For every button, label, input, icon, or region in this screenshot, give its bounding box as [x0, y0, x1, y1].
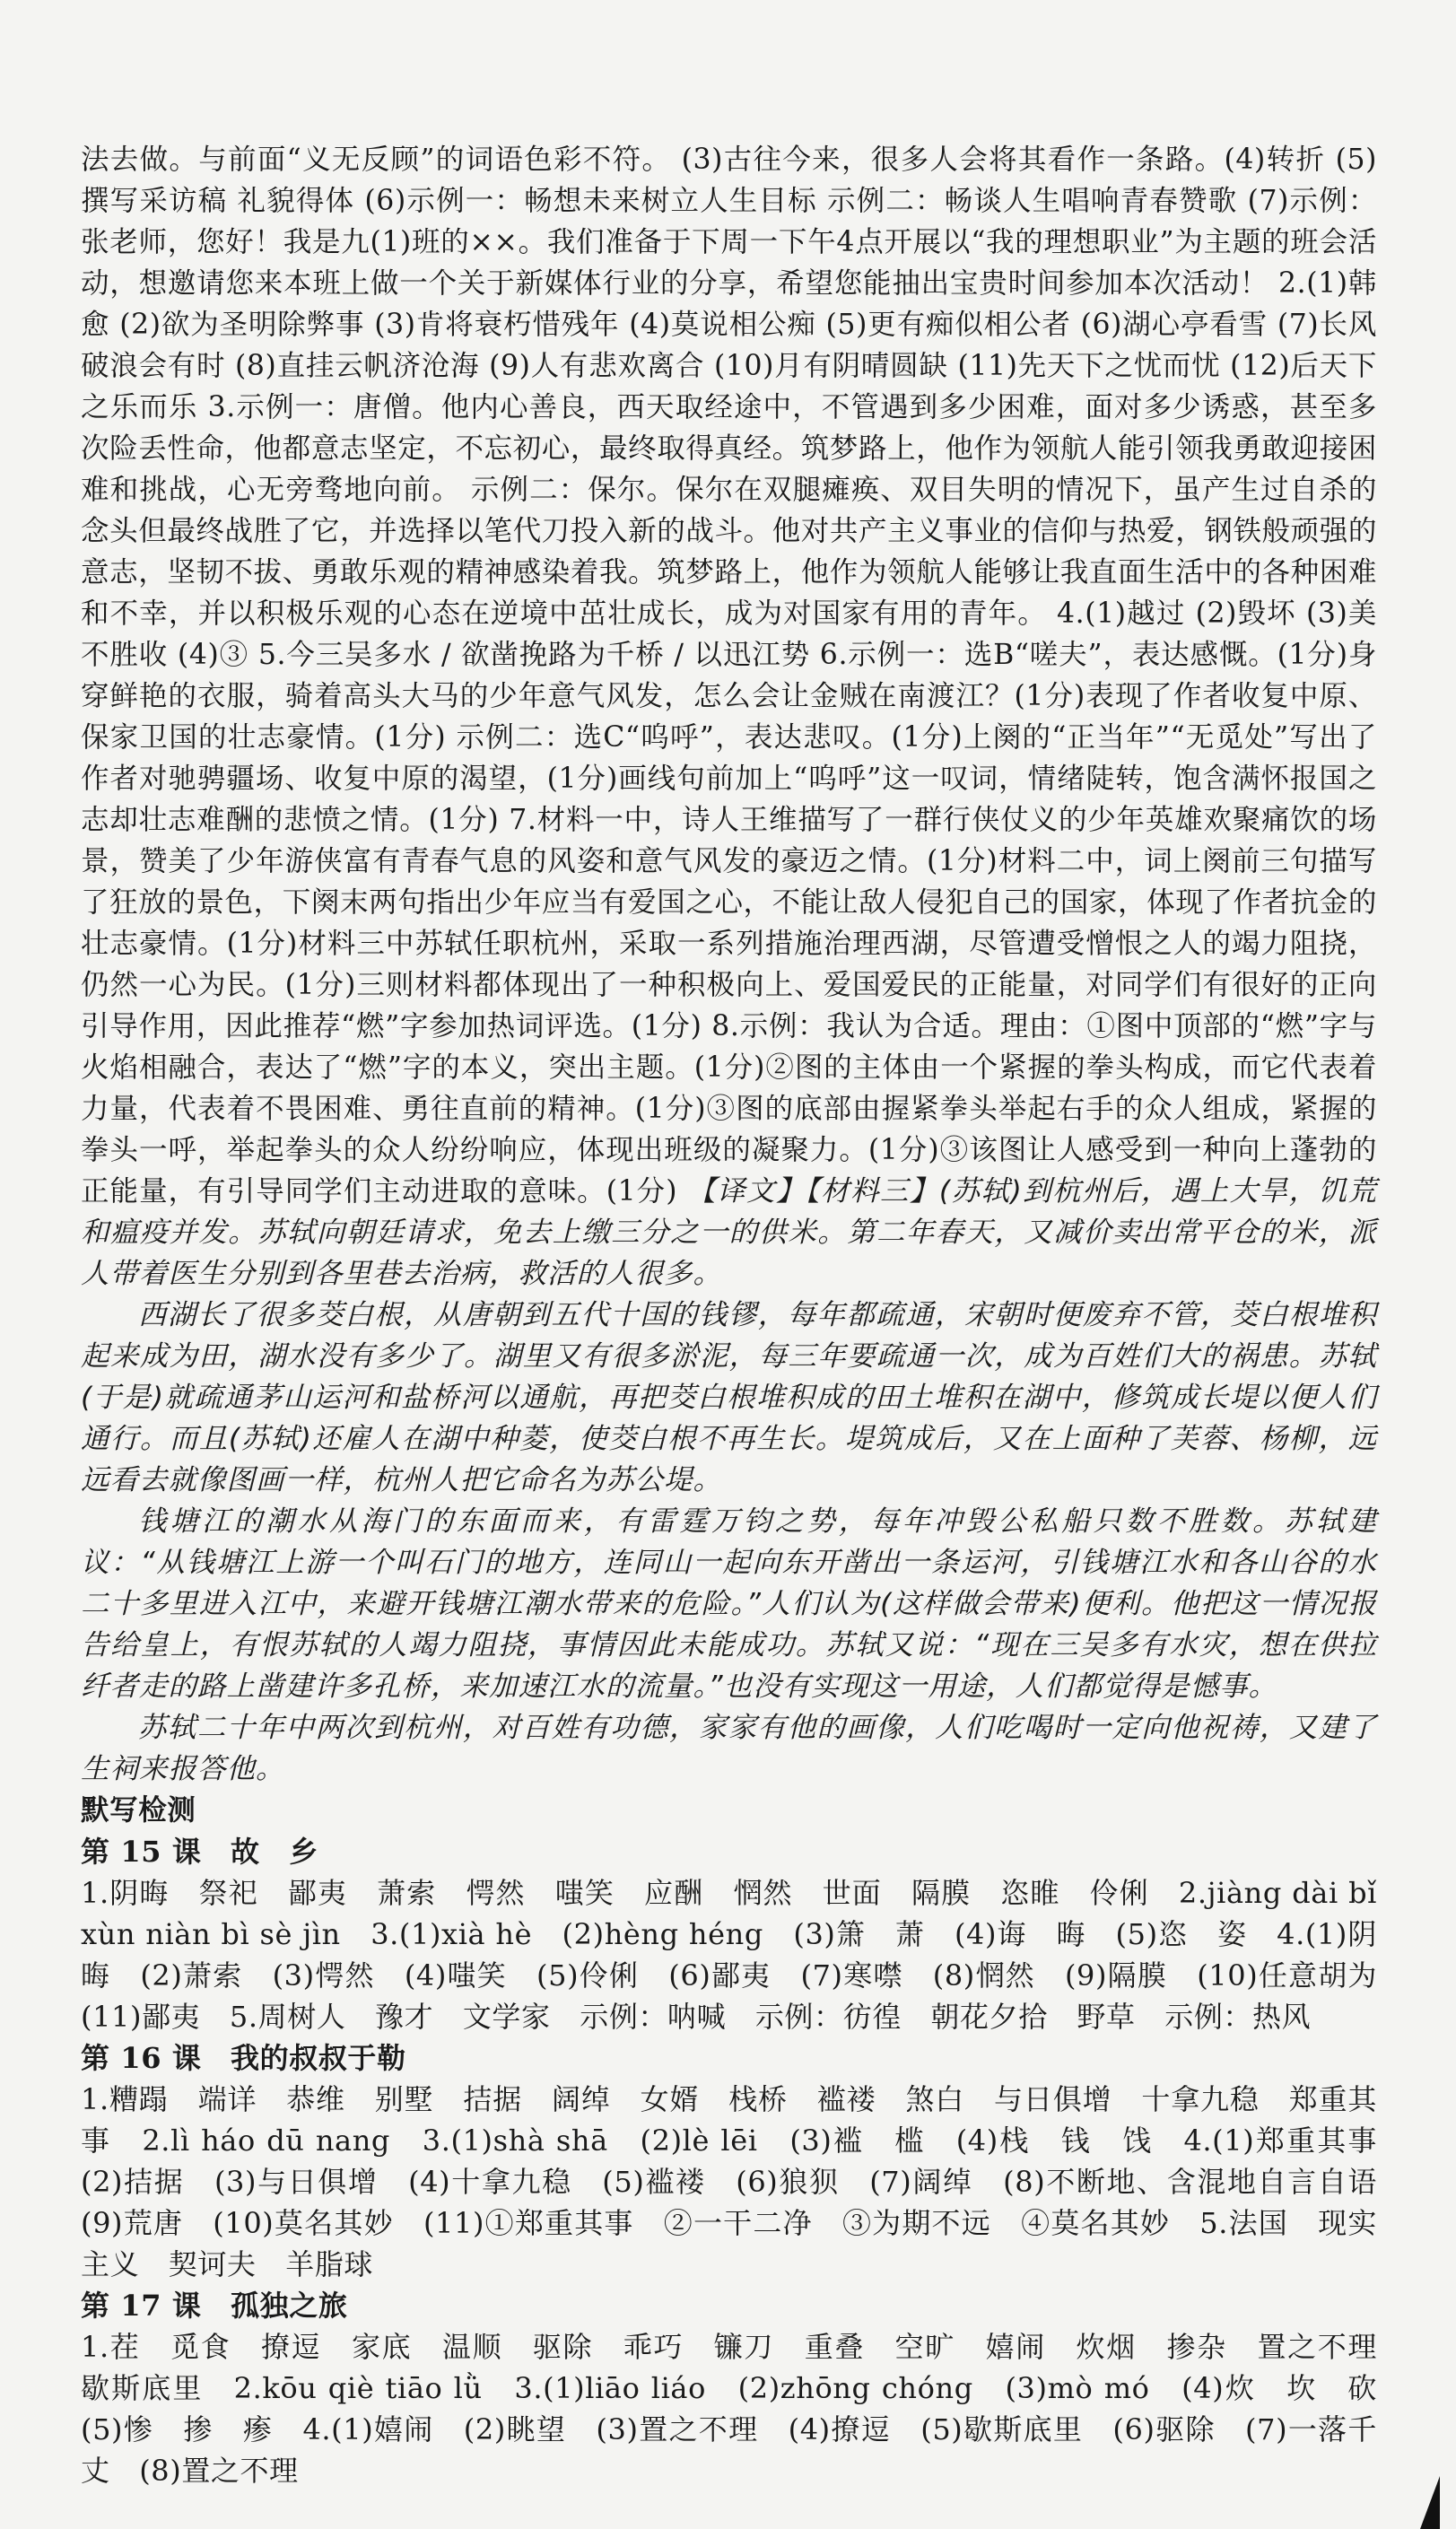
- translation-paragraph: 西湖长了很多茭白根，从唐朝到五代十国的钱镠，每年都疏通，宋朝时便废弃不管，茭白根堆积起来成为田，湖水没有多少了。湖里又有很多淤泥，每三年要疏通一次，成为百姓们大的祸患。苏轼(于是)就疏通茅山运河和盐桥河以通航，再把茭白根堆积成的田土堆积在湖中，修筑成长堤以便人们通行。而且(苏轼)还雇人在湖中种菱，使茭白根不再生长。堤筑成后，又在上面种了芙蓉、杨柳，远远看去就像图画一样，杭州人把它命名为苏公堤。: [81, 1299, 1377, 1496]
- answer-column: [81, 139, 1407, 2491]
- lesson-body: 1.茬 觅食 撩逗 家底 温顺 驱除 乖巧 镰刀 重叠 空旷 嬉闹 炊烟 掺杂 置之不理 歇斯底里 2.kōu qiè tiāo lǜ 3.(1)liāo liáo (2)zhōng chóng (3)mò mó (4)炊 坎 砍 (5)惨 掺 瘆 4.(1)嬉闹 (2)眺望 (3)置之不理 (4)撩逗 (5)歇斯底里 (6)驱除 (7)一落千丈 (8)置之不理: [81, 2330, 1407, 2488]
- section-title: 默写检测: [81, 1793, 196, 1827]
- lesson-title: 第 16 课 我的叔叔于勒: [81, 2041, 406, 2075]
- lesson-body: 1.糟蹋 端详 恭维 别墅 拮据 阔绰 女婿 栈桥 褴褛 煞白 与日俱增 十拿九稳 郑重其事 2.lì háo dū nang 3.(1)shà shā (2)lè lēi (3)褴 槛 (4)栈 钱 饯 4.(1)郑重其事 (2)拮据 (3)与日俱增 (4)十拿九稳 (5)褴褛 (6)狼狈 (7)阔绰 (8)不断地、含混地自言自语 (9)荒唐 (10)莫名其妙 (11)①郑重其事 ②一干二净 ③为期不远 ④莫名其妙 5.法国 现实主义 契诃夫 羊脂球: [81, 2082, 1407, 2281]
- translation-intro: 【译文】【材料三】(苏轼)到杭州后，遇上大旱，饥荒和瘟疫并发。苏轼向朝廷请求，免去上缴三分之一的供米。第二年春天，又减价卖出常平仓的米，派人带着医生分别到各里巷去治病，救活的人很多。: [81, 1175, 1377, 1290]
- lesson-body: 1.阴晦 祭祀 鄙夷 萧索 愕然 嗤笑 应酬 惘然 世面 隔膜 恣睢 伶俐 2.jiàng dài bǐ xùn niàn bì sè jìn 3.(1)xià hè (2)hèng héng (3)箫 萧 (4)诲 晦 (5)恣 姿 4.(1)阴晦 (2)萧索 (3)愕然 (4)嗤笑 (5)伶俐 (6)鄙夷 (7)寒噤 (8)惘然 (9)隔膜 (10)任意胡为 (11)鄙夷 5.周树人 豫才 文学家 示例：呐喊 示例：彷徨 朝花夕拾 野草 示例：热风: [81, 1876, 1407, 2034]
- page-corner-mark: [1420, 2476, 1440, 2529]
- lesson-title: 第 15 课 故 乡: [81, 1835, 318, 1869]
- answer-paragraph: [81, 139, 1377, 1295]
- translation-paragraph: 钱塘江的潮水从海门的东面而来，有雷霆万钧之势，每年冲毁公私船只数不胜数。苏轼建议：“从钱塘江上游一个叫石门的地方，连同山一起向东开凿出一条运河，引钱塘江水和各山谷的水二十多里进入江中，来避开钱塘江潮水带来的危险。”人们认为(这样做会带来)便利。他把这一情况报告给皇上，有恨苏轼的人竭力阻挠，事情因此未能成功。苏轼又说：“现在三吴多有水灾，想在供拉纤者走的路上凿建许多孔桥，来加速江水的流量。”也没有实现这一用途，人们都觉得是憾事。: [81, 1505, 1377, 1703]
- lesson-block: [81, 1831, 1407, 2037]
- lesson-block: [81, 2037, 1407, 2285]
- lesson-block: [81, 2285, 1407, 2491]
- lesson-title: 第 17 课 孤独之旅: [81, 2289, 348, 2323]
- answer-text: 法去做。与前面“义无反顾”的词语色彩不符。 (3)古往今来，很多人会将其看作一条路。(4)转折 (5)撰写采访稿 礼貌得体 (6)示例一：畅想未来树立人生目标 示例二：畅谈人生唱响青春赞歌 (7)示例：张老师，您好！我是九(1)班的××。我们准备于下周一下午4点开展以“我的理想职业”为主题的班会活动，想邀请您来本班上做一个关于新媒体行业的分享，希望您能抽出宝贵时间参加本次活动！ 2.(1)韩愈 (2)欲为圣明除弊事 (3)肯将衰朽惜残年 (4)莫说相公痴 (5)更有痴似相公者 (6)湖心亭看雪 (7)长风破浪会有时 (8)直挂云帆济沧海 (9)人有悲欢离合 (10)月有阴晴圆缺 (11)先天下之忧而忧 (12)后天下之乐而乐 3.示例一：唐僧。他内心善良，西天取经途中，不管遇到多少困难，面对多少诱惑，甚至多次险丢性命，他都意志坚定，不忘初心，最终取得真经。筑梦路上，他作为领航人能引领我勇敢迎接困难和挑战，心无旁骛地向前。 示例二：保尔。保尔在双腿瘫痪、双目失明的情况下，虽产生过自杀的念头但最终战胜了它，并选择以笔代刀投入新的战斗。他对共产主义事业的信仰与热爱，钢铁般顽强的意志，坚韧不拔、勇敢乐观的精神感染着我。筑梦路上，他作为领航人能够让我直面生活中的各种困难和不幸，并以积极乐观的心态在逆境中茁壮成长，成为对国家有用的青年。 4.(1)越过 (2)毁坏 (3)美不胜收 (4)③ 5.今三吴多水 / 欲凿挽路为千桥 / 以迅江势 6.示例一：选B“嗟夫”，表达感慨。(1分)身穿鲜艳的衣服，骑着高头大马的少年意气风发，怎么会让金贼在南渡江？(1分)表现了作者收复中原、保家卫国的壮志豪情。(1分) 示例二：选C“呜呼”，表达悲叹。(1分)上阕的“正当年”“无觅处”写出了作者对驰骋疆场、收复中原的渴望，(1分)画线句前加上“呜呼”这一叹词，情绪陡转，饱含满怀报国之志却壮志难酬的悲愤之情。(1分) 7.材料一中，诗人王维描写了一群行侠仗义的少年英雄欢聚痛饮的场景，赞美了少年游侠富有青春气息的风姿和意气风发的豪迈之情。(1分)材料二中，词上阕前三句描写了狂放的景色，下阕末两句指出少年应当有爱国之心，不能让敌人侵犯自己的国家，体现了作者抗金的壮志豪情。(1分)材料三中苏轼任职杭州，采取一系列措施治理西湖，尽管遭受憎恨之人的竭力阻挠，仍然一心为民。(1分)三则材料都体现出了一种积极向上、爱国爱民的正能量，对同学们有很好的正向引导作用，因此推荐“燃”字参加热词评选。(1分) 8.示例：我认为合适。理由：①图中顶部的“燃”字与火焰相融合，表达了“燃”字的本义，突出主题。(1分)②图的主体由一个紧握的拳头构成，而它代表着力量，代表着不畏困难、勇往直前的精神。(1分)③图的底部由握紧拳头举起右手的众人组成，紧握的拳头一呼，举起拳头的众人纷纷响应，体现出班级的凝聚力。(1分)③该图让人感受到一种向上蓬勃的正能量，有引导同学们主动进取的意味。(1分): [81, 144, 1377, 1208]
- translation-paragraph: 苏轼二十年中两次到杭州，对百姓有功德，家家有他的画像，人们吃喝时一定向他祝祷，又建了生祠来报答他。: [81, 1712, 1377, 1785]
